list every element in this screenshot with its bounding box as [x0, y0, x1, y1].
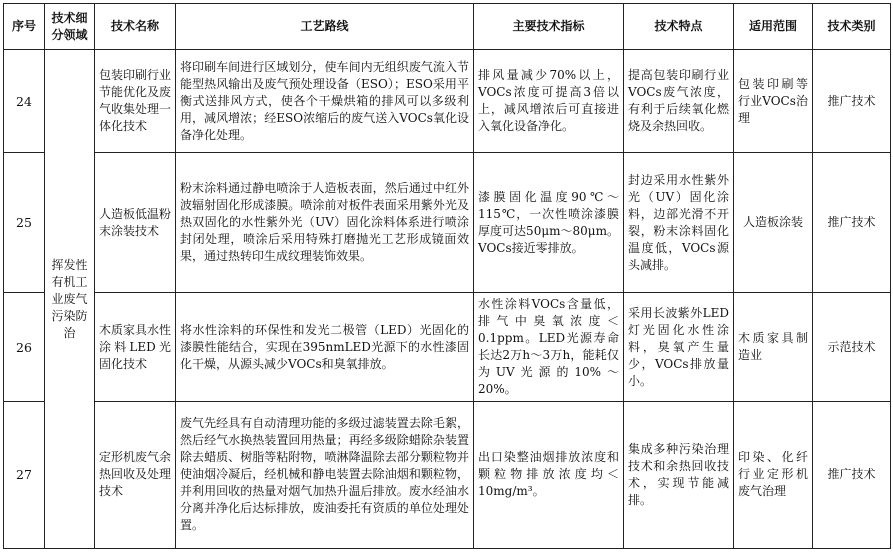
cell-scope: 人造板涂装	[734, 153, 813, 293]
cell-scope: 印染、化纤行业定形机废气治理	[734, 401, 813, 548]
cell-route: 废气先经具有自动清理功能的多级过滤装置去除毛絮，然后经气水换热装置回用热量；再经多级除蜡除杂装置除去蜡质、树脂等粘附物，喷淋降温除去部分颗粒物并使油烟冷凝后，经机械和静电装置去除油烟和颗粒物，并利用回收的热量对烟气加热升温后排放。废水经油水分离并净化后达标排放，废油委托有资质的单位处理处置。	[176, 401, 474, 548]
cell-seq: 25	[4, 153, 45, 293]
cell-features: 集成多种污染治理技术和余热回收技术，实现节能减排。	[624, 401, 734, 548]
cell-seq: 24	[4, 50, 45, 153]
cell-scope: 包装印刷等行业VOCs治理	[734, 50, 813, 153]
technology-table	[3, 3, 891, 549]
cell-indicators: 漆膜固化温度90℃～115℃，一次性喷涂漆膜厚度可达50μm～80μm。VOCs接近零排放。	[474, 153, 624, 293]
header-route: 工艺路线	[176, 4, 474, 50]
cell-indicators: 出口染整油烟排放浓度和颗粒物排放浓度均＜10mg/m³。	[474, 401, 624, 548]
cell-category: 推广技术	[813, 50, 891, 153]
header-indicators: 主要技术指标	[474, 4, 624, 50]
header-field: 技术细分领域	[45, 4, 95, 50]
cell-seq: 27	[4, 401, 45, 548]
cell-indicators: 水性涂料VOCs含量低，排气中臭氧浓度＜0.1ppm。LED光源寿命长达2万h～3万h，能耗仅为UV光源的10%～20%。	[474, 293, 624, 401]
cell-features: 采用长波紫外LED灯光固化水性涂料，臭氧产生量少，VOCs排放量小。	[624, 293, 734, 401]
header-name: 技术名称	[95, 4, 176, 50]
cell-category: 示范技术	[813, 293, 891, 401]
cell-scope: 木质家具制造业	[734, 293, 813, 401]
cell-category: 推广技术	[813, 401, 891, 548]
header-scope: 适用范围	[734, 4, 813, 50]
header-row	[4, 4, 891, 50]
cell-features: 封边采用水性紫外光（UV）固化涂料，边部光滑不开裂，粉末涂料固化温度低，VOCs源头减排。	[624, 153, 734, 293]
cell-route: 将水性涂料的环保性和发光二极管（LED）光固化的漆膜性能结合，实现在395nmLED光源下的水性漆固化干燥，从源头减少VOCs和臭氧排放。	[176, 293, 474, 401]
cell-route: 粉末涂料通过静电喷涂于人造板表面，然后通过中红外波辐射固化形成漆膜。喷涂前对板件表面采用紫外光及热双固化的水性紫外光（UV）固化涂料体系进行喷涂封闭处理，喷涂后采用特殊打磨抛光工艺形成镜面效果，通过热转印生成纹理装饰效果。	[176, 153, 474, 293]
cell-name: 定形机废气余热回收及处理技术	[95, 401, 176, 548]
table-row	[4, 50, 891, 153]
cell-field-merged: 挥发性有机工业废气污染防治	[45, 50, 95, 549]
table-row	[4, 153, 891, 293]
cell-features: 提高包装印刷行业VOCs废气浓度，有利于后续氧化燃烧及余热回收。	[624, 50, 734, 153]
cell-seq: 26	[4, 293, 45, 401]
header-category: 技术类别	[813, 4, 891, 50]
header-features: 技术特点	[624, 4, 734, 50]
cell-name: 木质家具水性涂料LED光固化技术	[95, 293, 176, 401]
cell-category: 推广技术	[813, 153, 891, 293]
cell-name: 人造板低温粉末涂装技术	[95, 153, 176, 293]
header-seq: 序号	[4, 4, 45, 50]
cell-indicators: 排风量减少70%以上，VOCs浓度可提高3倍以上，减风增浓后可直接进入氧化设备净化。	[474, 50, 624, 153]
table-row	[4, 401, 891, 548]
cell-name: 包装印刷行业节能优化及废气收集处理一体化技术	[95, 50, 176, 153]
table-row	[4, 293, 891, 401]
cell-route: 将印刷车间进行区域划分，使车间内无组织废气流入节能型热风输出及废气预处理设备（ESO）；ESO采用平衡式送排风方式，使各个干燥烘箱的排风可以多级利用，减风增浓；经ESO浓缩后的废气送入VOCs氧化设备净化处理。	[176, 50, 474, 153]
